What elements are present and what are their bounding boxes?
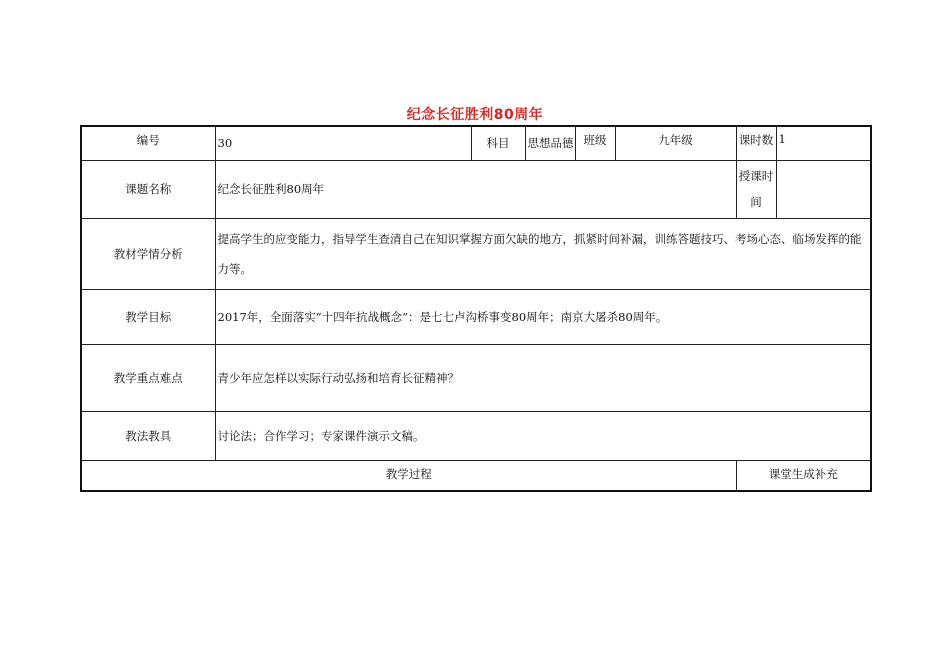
document-title: 纪念长征胜利80周年 xyxy=(406,107,544,123)
key-points-value: 青少年应怎样以实际行动弘扬和培育长征精神？ xyxy=(215,344,871,411)
class-supplement-label: 课堂生成补充 xyxy=(736,460,871,491)
analysis-value: 提高学生的应变能力，指导学生查清自己在知识掌握方面欠缺的地方，抓紧时间补漏，训练答题技巧、考场心态、临场发挥的能力等。 xyxy=(215,218,871,289)
table-row-objectives xyxy=(81,289,871,344)
objectives-label: 教学目标 xyxy=(81,289,215,344)
lesson-plan-table xyxy=(80,125,872,492)
table-row-process xyxy=(81,460,871,491)
objectives-value: 2017年，全面落实“十四年抗战概念”：是七七卢沟桥事变80周年；南京大屠杀80周年。 xyxy=(215,289,871,344)
teaching-time-label xyxy=(736,160,776,218)
table-row-analysis xyxy=(81,218,871,289)
topic-value: 纪念长征胜利80周年 xyxy=(215,160,736,218)
table-row-topic xyxy=(81,160,871,218)
class-label: 班级 xyxy=(575,126,615,160)
methods-value: 讨论法；合作学习；专家课件演示文稿。 xyxy=(215,411,871,460)
subject-value: 思想品德 xyxy=(525,126,575,160)
analysis-label: 教材学情分析 xyxy=(81,218,215,289)
number-value: 30 xyxy=(215,126,471,160)
table-row-key-points xyxy=(81,344,871,411)
hours-value: 1 xyxy=(776,126,871,160)
key-points-label: 教学重点难点 xyxy=(81,344,215,411)
subject-label: 科目 xyxy=(471,126,525,160)
number-label: 编号 xyxy=(81,126,215,160)
class-value: 九年级 xyxy=(615,126,736,160)
teaching-process-label: 教学过程 xyxy=(81,460,736,491)
teaching-time-label-line2: 间 xyxy=(750,195,762,209)
hours-label: 课时数 xyxy=(736,126,776,160)
table-row-methods xyxy=(81,411,871,460)
methods-label: 教法教具 xyxy=(81,411,215,460)
teaching-time-value xyxy=(776,160,871,218)
table-row-info xyxy=(81,126,871,160)
teaching-time-label-line1: 授课时 xyxy=(738,169,774,183)
topic-label: 课题名称 xyxy=(81,160,215,218)
